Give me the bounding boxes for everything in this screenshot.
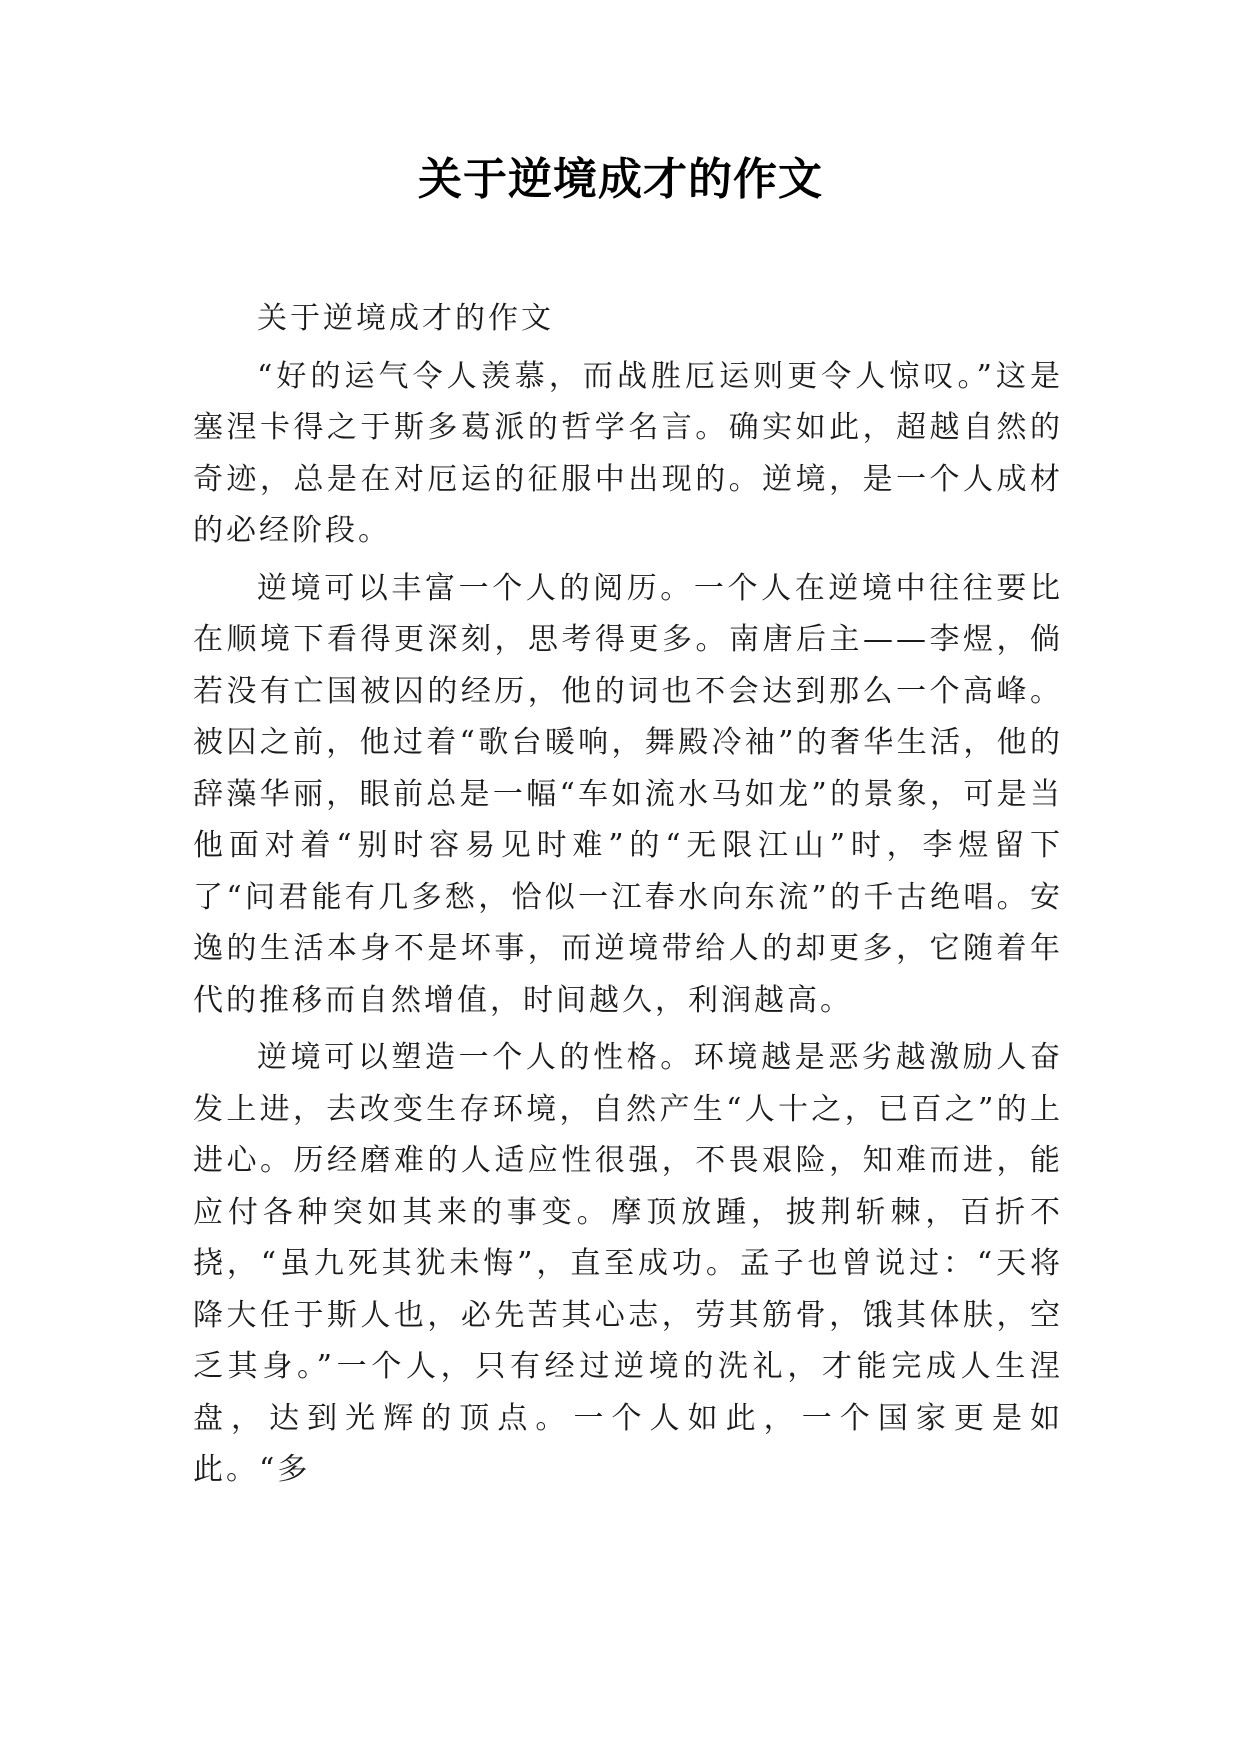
document-subtitle: 关于逆境成才的作文 — [257, 301, 554, 336]
paragraph-2: 逆境可以丰富一个人的阅历。一个人在逆境中往往要比在顺境下看得更深刻，思考得更多。南唐后主——李煜，倘若没有亡国被囚的经历，他的词也不会达到那么一个高峰。被囚之前，他过着“歌台暖响，舞殿冷袖”的奢华生活，他的辞藻华丽，眼前总是一幅“车如流水马如龙”的景象，可是当他面对着“别时容易见时难”的“无限江山”时，李煜留下了“问君能有几多愁，恰似一江春水向东流”的千古绝唱。安逸的生活本身不是坏事，而逆境带给人的却更多，它随着年代的推移而自然增值，时间越久，利润越高。 — [193, 570, 1063, 1018]
document-body — [193, 293, 1063, 1496]
paragraph-3: 逆境可以塑造一个人的性格。环境越是恶劣越激励人奋发上进，去改变生存环境，自然产生“人十之，已百之”的上进心。历经磨难的人适应性很强，不畏艰险，知难而进，能应付各种突如其来的事变。摩顶放踵，披荆斩棘，百折不挠，“虽九死其犹未悔”，直至成功。孟子也曾说过：“天将降大任于斯人也，必先苦其心志，劳其筋骨，饿其体肤，空乏其身。”一个人，只有经过逆境的洗礼，才能完成人生涅盘，达到光辉的顶点。一个人如此，一个国家更是如此。“多 — [193, 1040, 1063, 1487]
paragraph-1: “好的运气令人羡慕，而战胜厄运则更令人惊叹。”这是塞涅卡得之于斯多葛派的哲学名言。确实如此，超越自然的奇迹，总是在对厄运的征服中出现的。逆境，是一个人成材的必经阶段。 — [193, 358, 1063, 548]
document-title: 关于逆境成才的作文 — [418, 154, 823, 205]
